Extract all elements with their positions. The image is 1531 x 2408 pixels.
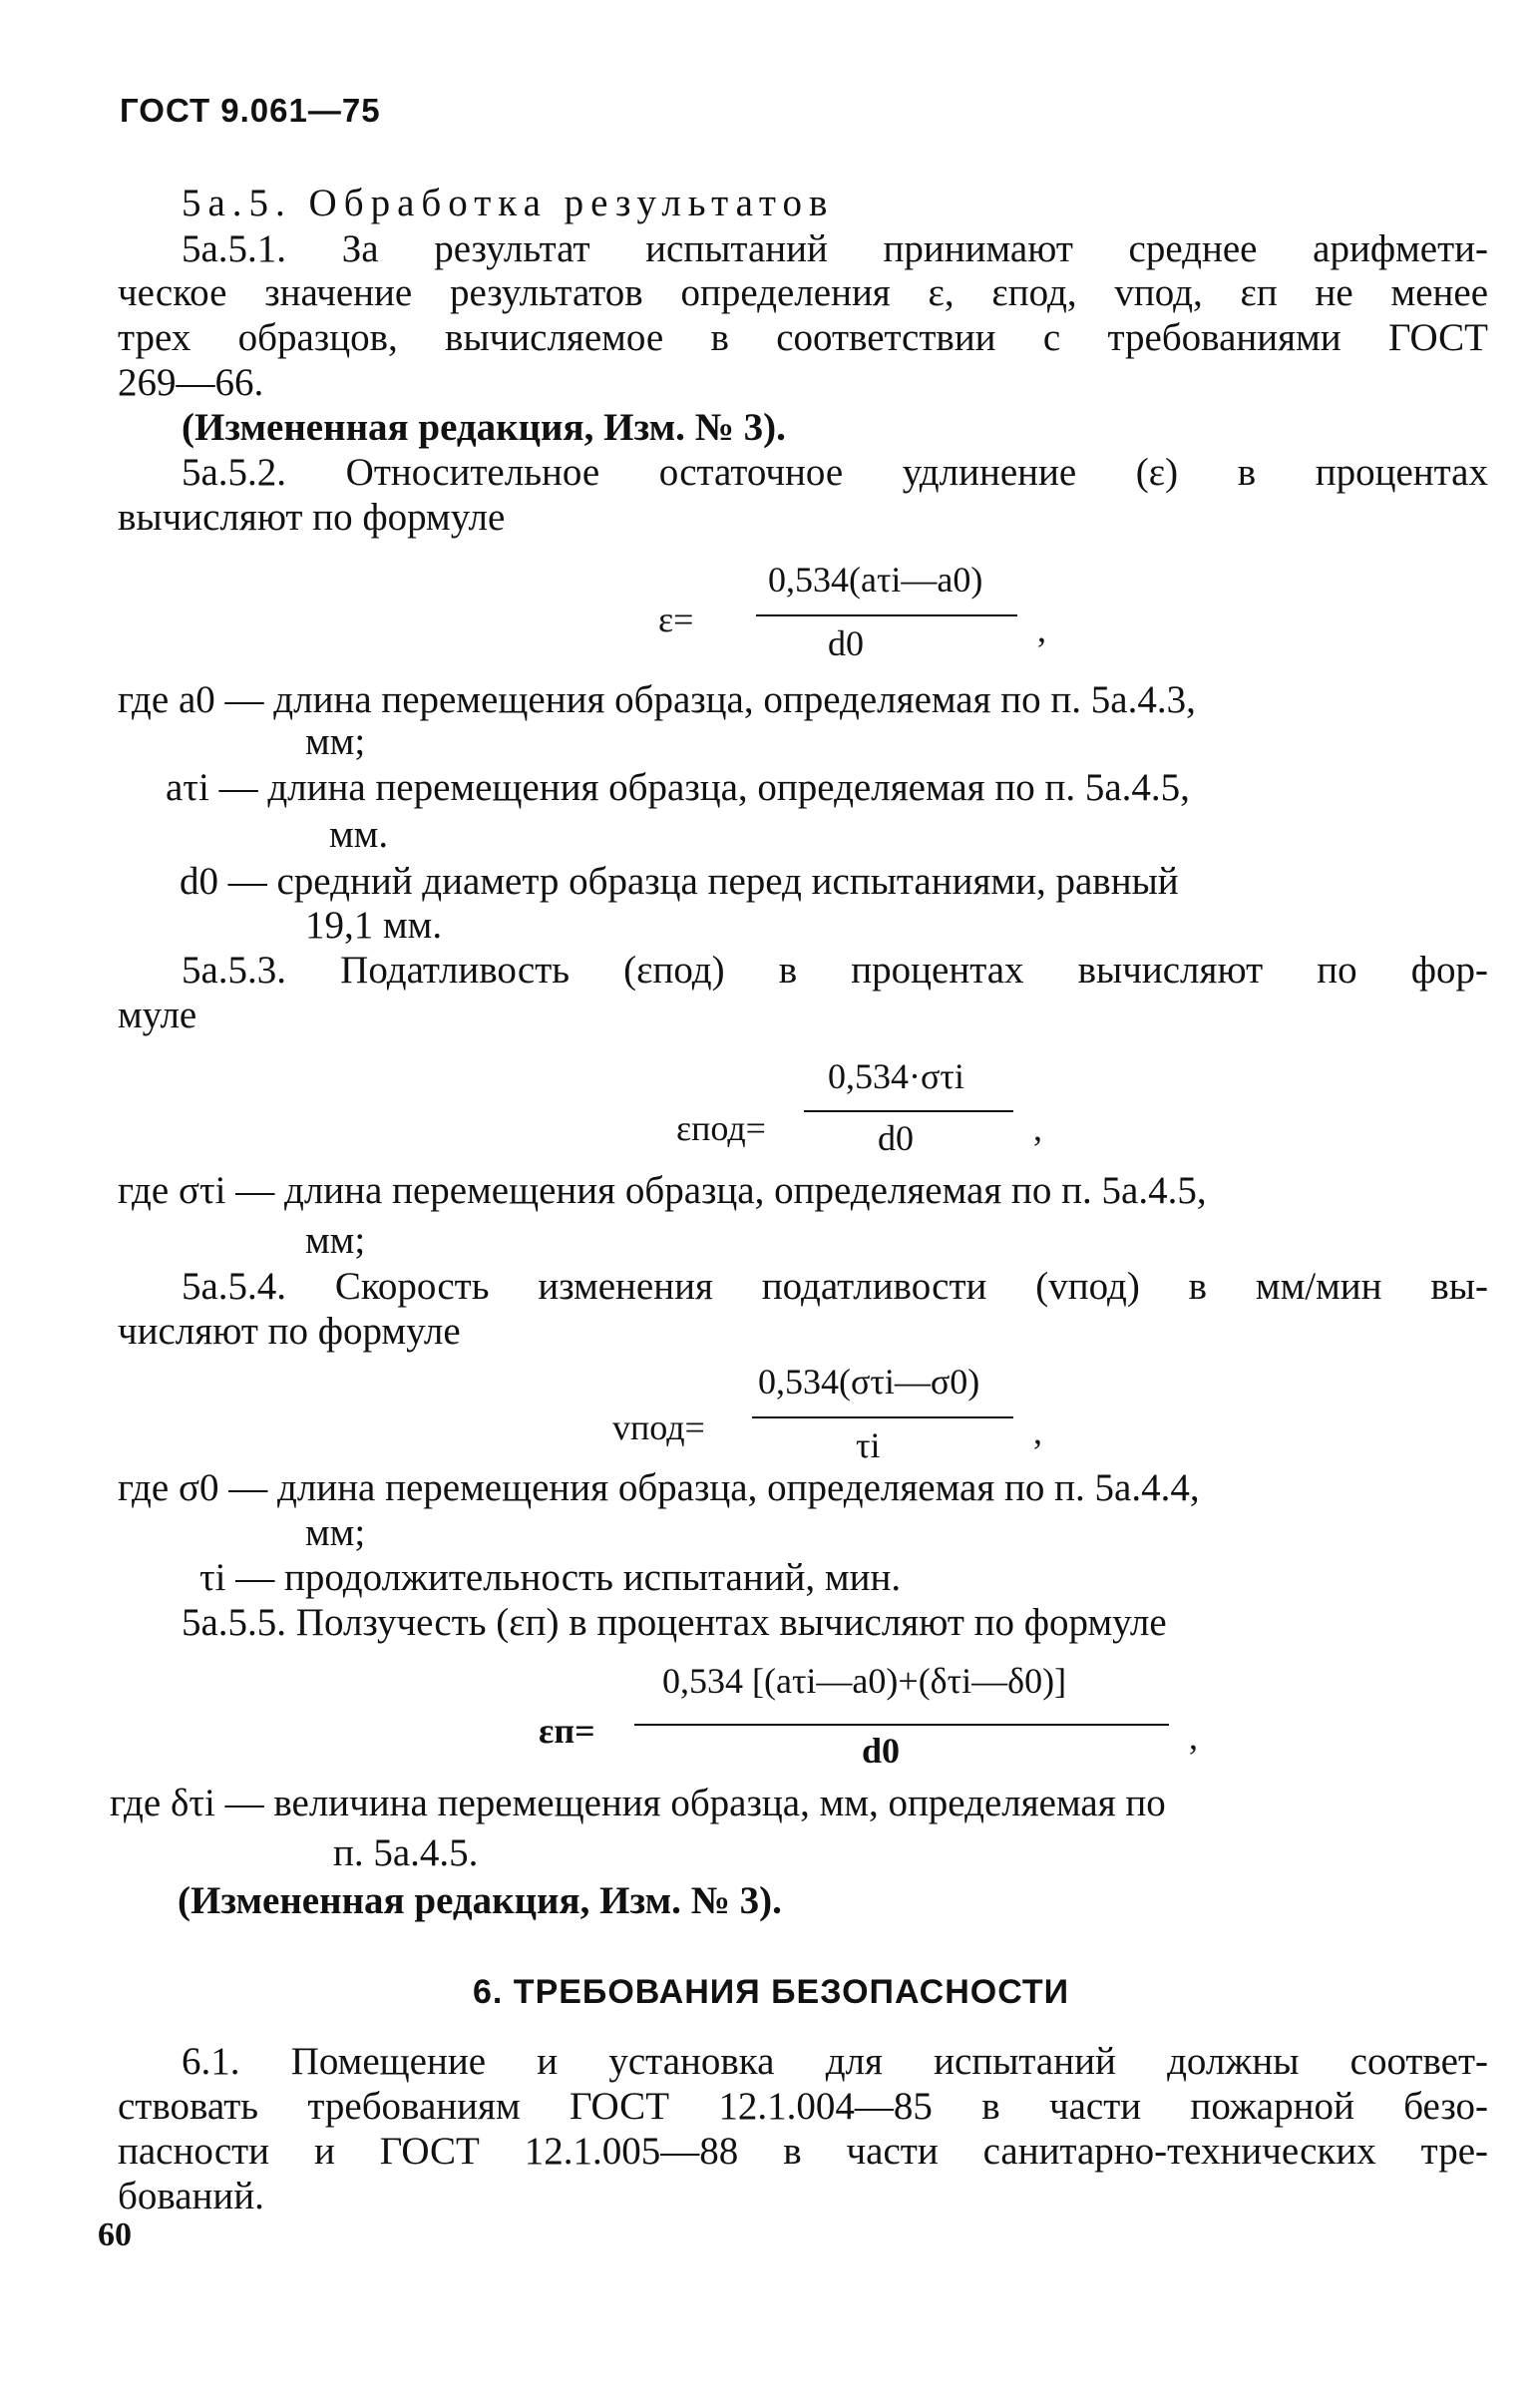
formula-2-fraction-bar (804, 1110, 1013, 1112)
p554-line-2: числяют по формуле (118, 1310, 461, 1353)
p551-line-3: трех образцов, вычисляемое в соответствии с требованиями ГОСТ (118, 316, 1488, 359)
page-number: 60 (98, 2216, 132, 2253)
formula-4-comma: , (1189, 1717, 1198, 1757)
formula-3-lhs: vпод= (612, 1407, 705, 1447)
p555: 5а.5.5. Ползучесть (εп) в процентах вычисляют по формуле (182, 1601, 1167, 1644)
formula-3-denominator: τi (856, 1425, 881, 1465)
def-delta-tau: где δτi — величина перемещения образца, мм, определяемая по (110, 1782, 1166, 1824)
section-5a5-title: 5а.5. Обработка результатов (182, 182, 835, 224)
p61-line-3: пасности и ГОСТ 12.1.005—88 в части санитарно-технических тре- (118, 2130, 1488, 2173)
p551-line-4: 269—66. (118, 361, 264, 404)
def-sigma-tau: где στi — длина перемещения образца, определяемая по п. 5а.4.5, (118, 1169, 1207, 1212)
def-d0-cont: 19,1 мм. (305, 904, 443, 947)
amendment-note-2: (Измененная редакция, Изм. № 3). (178, 1879, 782, 1922)
p61-line-2: ствовать требованиям ГОСТ 12.1.004—85 в части пожарной безо- (118, 2085, 1488, 2128)
p552-line-2: вычисляют по формуле (118, 496, 506, 539)
formula-1-comma: , (1037, 609, 1046, 649)
formula-1-denominator: d0 (828, 623, 864, 663)
formula-1-fraction-bar (756, 614, 1017, 616)
document-header: ГОСТ 9.061—75 (120, 92, 381, 129)
formula-3-numerator: 0,534(στi—σ0) (758, 1362, 980, 1402)
formula-4-fraction-bar (634, 1724, 1169, 1726)
p551-line-1: 5а.5.1. За результат испытаний принимают среднее арифмети- (182, 227, 1488, 270)
section-6-heading: 6. ТРЕБОВАНИЯ БЕЗОПАСНОСТИ (473, 1973, 1070, 2011)
def-sigma0: где σ0 — длина перемещения образца, определяемая по п. 5а.4.4, (118, 1466, 1200, 1509)
formula-3-fraction-bar (752, 1416, 1013, 1418)
p554-line-1: 5а.5.4. Скорость изменения податливости (vпод) в мм/мин вы- (182, 1265, 1488, 1308)
def-tau: τi — продолжительность испытаний, мин. (199, 1556, 902, 1599)
formula-4-denominator: d0 (862, 1731, 901, 1771)
def-sigma0-cont: мм; (305, 1511, 366, 1554)
p553-line-2: муле (118, 994, 197, 1036)
def-atau: aτi — длина перемещения образца, определяемая по п. 5а.4.5, (166, 766, 1190, 809)
formula-4-numerator: 0,534 [(aτi—a0)+(δτi—δ0)] (662, 1661, 1067, 1701)
formula-1-lhs: ε= (658, 600, 694, 639)
def-a0: где a0 — длина перемещения образца, определяемая по п. 5а.4.3, (118, 678, 1196, 721)
def-sigma-tau-cont: мм; (305, 1219, 366, 1262)
amendment-note-1: (Измененная редакция, Изм. № 3). (182, 406, 786, 449)
p551-line-2: ческое значение результатов определения ε, εпод, vпод, εп не менее (118, 271, 1488, 314)
p61-line-4: бований. (118, 2175, 264, 2217)
def-delta-tau-cont: п. 5а.4.5. (333, 1831, 479, 1874)
def-d0: d0 — средний диаметр образца перед испытаниями, равный (180, 860, 1179, 903)
p552-line-1: 5а.5.2. Относительное остаточное удлинение (ε) в процентах (182, 451, 1488, 494)
def-atau-cont: мм. (329, 813, 389, 856)
formula-2-lhs: εпод= (676, 1108, 766, 1148)
formula-1-numerator: 0,534(aτi—a0) (768, 560, 983, 600)
formula-3-comma: , (1033, 1411, 1042, 1451)
formula-2-comma: , (1033, 1108, 1042, 1148)
def-a0-cont: мм; (305, 720, 366, 763)
p61-line-1: 6.1. Помещение и установка для испытаний должны соответ- (182, 2040, 1488, 2083)
formula-2-denominator: d0 (878, 1118, 914, 1158)
p553-line-1: 5а.5.3. Податливость (εпод) в процентах вычисляют по фор- (182, 949, 1488, 992)
formula-4-lhs: εп= (539, 1711, 595, 1751)
formula-2-numerator: 0,534·στi (828, 1056, 964, 1096)
